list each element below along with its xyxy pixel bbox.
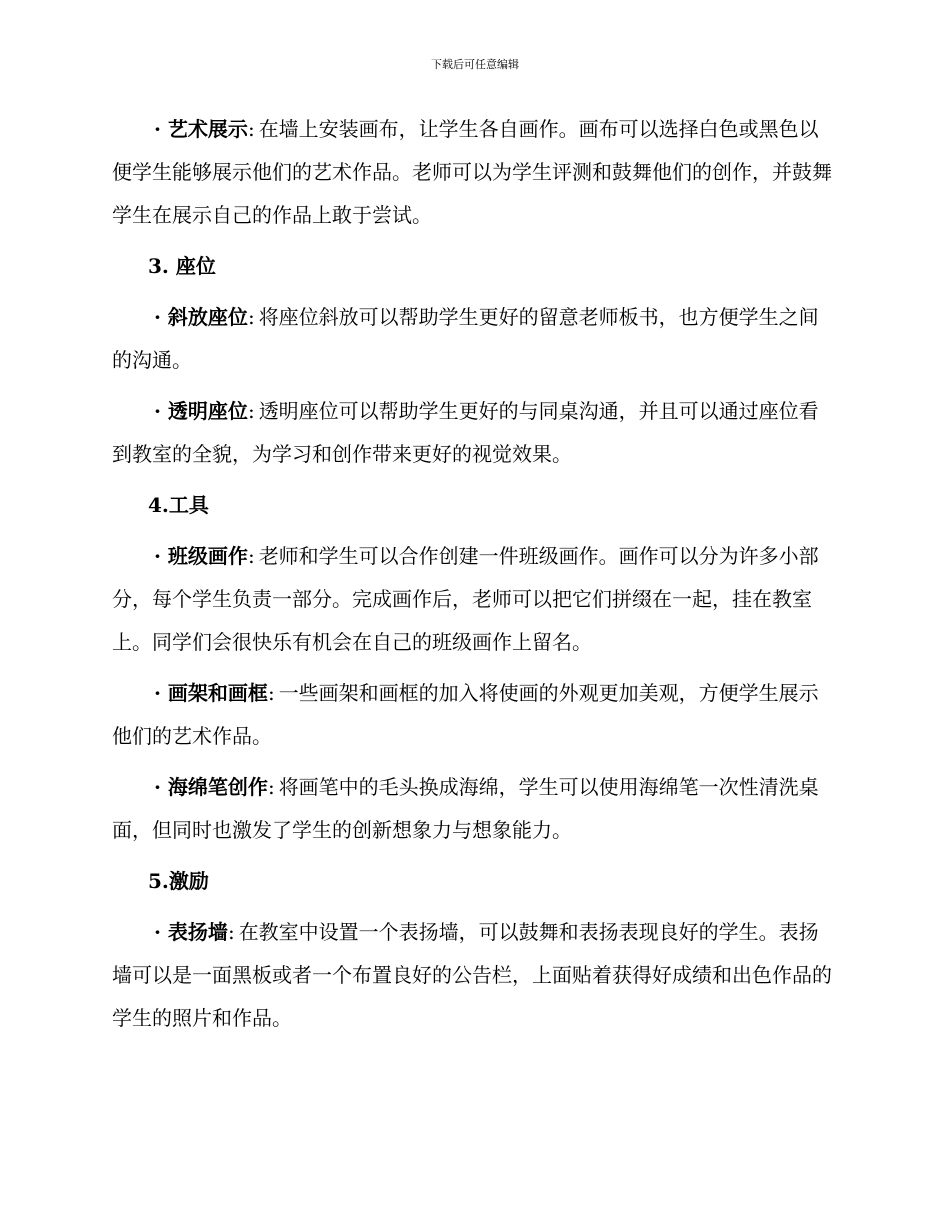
term-colon: : [247,305,255,329]
term-colon: : [247,399,255,423]
term-praise-wall: · 表扬墙 [154,920,228,944]
term-easels-frames: · 画架和画框 [154,681,268,705]
paragraph-text: 老师和学生可以合作创建一件班级画作。画作可以分为许多小部分，每个学生负责一部分。完成画作后，老师可以把它们拼缀在一起，挂在教室上。同学们会很快乐有机会在自己的班级画作上留名。 [112,544,819,654]
document-body [112,108,832,1048]
paragraph-text: 透明座位可以帮助学生更好的与同桌沟通，并且可以通过座位看到教室的全貌，为学习和创作带来更好的视觉效果。 [112,399,819,466]
term-colon: : [247,117,255,141]
page-header-note: 下载后可任意编辑 [431,58,519,71]
term-class-painting: · 班级画作 [154,544,248,568]
term-angled-seating: · 斜放座位 [154,305,248,329]
term-colon: : [267,681,275,705]
term-colon: : [227,920,235,944]
paragraph-praise-wall [112,911,832,1040]
paragraph-angled-seating [112,296,832,382]
paragraph-class-painting [112,535,832,664]
section-heading-tools: 4.工具 [148,493,209,517]
term-colon: : [267,775,275,799]
term-art-display: · 艺术展示 [154,117,248,141]
section-heading-seating: 3. 座位 [148,254,216,278]
paragraph-easels-frames [112,672,832,758]
section-heading-incentives: 5.激励 [148,869,209,893]
paragraph-text: 在墙上安装画布，让学生各自画作。画布可以选择白色或黑色以便学生能够展示他们的艺术作品。老师可以为学生评测和鼓舞他们的创作，并鼓舞学生在展示自己的作品上敢于尝试。 [112,117,832,227]
paragraph-transparent-seating [112,390,832,476]
paragraph-text: 将座位斜放可以帮助学生更好的留意老师板书，也方便学生之间的沟通。 [112,305,819,372]
term-sponge-pen: · 海绵笔创作 [154,775,268,799]
paragraph-sponge-pen [112,766,832,852]
paragraph-text: 将画笔中的毛头换成海绵，学生可以使用海绵笔一次性清洗桌面，但同时也激发了学生的创新想象力与想象能力。 [112,775,819,842]
term-transparent-seating: · 透明座位 [154,399,248,423]
term-colon: : [247,544,255,568]
paragraph-text: 在教室中设置一个表扬墙，可以鼓舞和表扬表现良好的学生。表扬墙可以是一面黑板或者一个布置良好的公告栏，上面贴着获得好成绩和出色作品的学生的照片和作品。 [112,920,832,1030]
paragraph-art-display [112,108,832,237]
paragraph-text: 一些画架和画框的加入将使画的外观更加美观，方便学生展示他们的艺术作品。 [112,681,819,748]
